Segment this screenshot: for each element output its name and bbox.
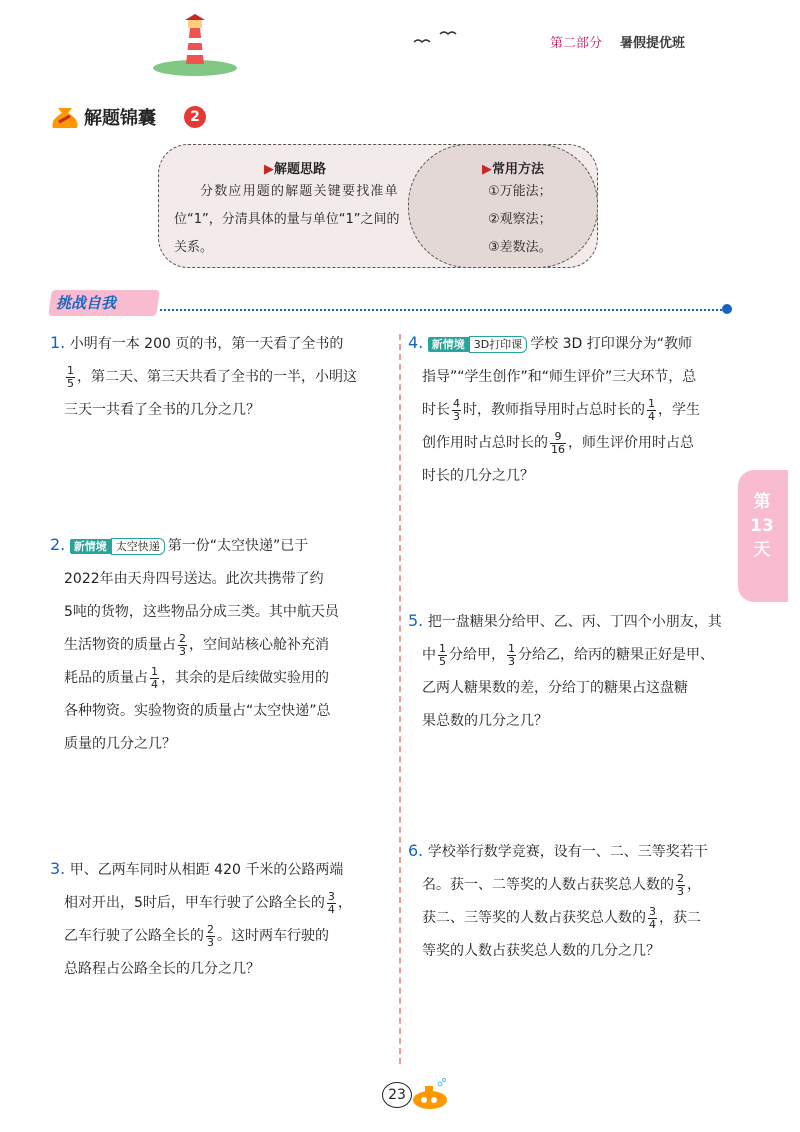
question-text: 相对开出，5时后，甲车行驶了公路全长的 [64, 895, 325, 911]
method-item: ③差数法。 [488, 240, 552, 255]
tips-left-body [174, 178, 436, 262]
header-class-name: 暑假提优班 [620, 36, 686, 51]
fraction: $\frac{1}{5}$ [67, 363, 74, 390]
fraction: $\frac{2}{3}$ [677, 871, 684, 898]
method-item: ①万能法； [488, 184, 552, 199]
question-text: 小明有一本 200 页的书，第一天看了全书的 [69, 336, 344, 352]
question-number: 5. [408, 611, 424, 630]
fraction: $\frac{1}{5}$ [439, 641, 446, 668]
submarine-icon [410, 1078, 450, 1112]
question-text: 甲、乙两车同时从相距 420 千米的公路两端 [69, 862, 344, 878]
question-text: ，其余的是后续做实验用的 [161, 670, 329, 686]
day-side-tab-label: 第13天 [750, 492, 774, 560]
question-number: 3. [50, 859, 66, 878]
question-6 [408, 834, 734, 968]
question-text: 时长的几分之几？ [422, 468, 534, 484]
birds-icon [412, 28, 462, 48]
question-text: 总路程占公路全长的几分之几？ [64, 961, 260, 977]
question-5 [408, 604, 734, 738]
question-text: 。这时两车行驶的 [217, 928, 329, 944]
question-text: 创作用时占总时长的 [422, 435, 548, 451]
fraction: $\frac{9}{16}$ [551, 429, 565, 456]
question-3 [50, 852, 390, 986]
question-text: 时长 [422, 402, 450, 418]
question-text: 等奖的人数占获奖总人数的几分之几？ [422, 943, 660, 959]
question-text: 乙车行驶了公路全长的 [64, 928, 204, 944]
question-text: 分给甲， [449, 647, 505, 663]
question-number: 4. [408, 333, 424, 352]
tips-left-head: ▶解题思路 [264, 162, 327, 177]
dotted-divider-end [722, 304, 732, 314]
question-text: 指导”“学生创作”和“师生评价”三大环节，总 [422, 369, 697, 385]
methods-list [488, 178, 552, 262]
new-context-tag: 新情境 太空快递 [70, 538, 165, 555]
new-context-tag: 新情境 3D打印课 [428, 336, 527, 353]
question-text: 第一份“太空快递”已于 [167, 538, 309, 554]
fraction: $\frac{3}{4}$ [649, 904, 656, 931]
fraction: $\frac{3}{4}$ [327, 889, 335, 916]
question-number: 1. [50, 333, 66, 352]
fraction: $\frac{1}{4}$ [151, 664, 158, 691]
question-text: 5吨的货物，这些物品分成三类。其中航天员 [64, 604, 339, 620]
question-1 [50, 326, 390, 427]
question-text: 三天一共看了全书的几分之几？ [64, 402, 260, 418]
question-text: 各种物资。实验物资的质量占“太空快递”总 [64, 703, 331, 719]
challenge-title: 挑战自我 [56, 294, 117, 312]
question-text: 分给乙，给丙的糖果正好是甲、 [518, 647, 714, 663]
question-2 [50, 528, 390, 761]
fraction: $\frac{1}{4}$ [648, 396, 655, 423]
tips-right-head: ▶常用方法 [482, 162, 545, 177]
question-text: ， [337, 895, 352, 911]
tips-line: 位“1”，分清具体的量与单位“1”之间的 [174, 212, 400, 227]
question-text: ，学生 [658, 402, 700, 418]
question-text: 获二、三等奖的人数占获奖总人数的 [422, 910, 646, 926]
question-text: ，空间站核心舱补充消 [189, 637, 329, 653]
question-number: 2. [50, 535, 66, 554]
question-text: 生活物资的质量占 [64, 637, 176, 653]
page-number: 23 [382, 1082, 412, 1108]
question-text: ，师生评价用时占总 [568, 435, 694, 451]
question-text: 中 [422, 647, 436, 663]
header-part: 第二部分 [550, 36, 603, 51]
question-text: 乙两人糖果数的差，分给丁的糖果占这盘糖 [422, 680, 688, 696]
tips-line: 分数应用题的解题关键要找准单 [200, 184, 399, 199]
question-text: 果总数的几分之几？ [422, 713, 548, 729]
question-text: 学校举行数学竞赛，设有一、二、三等奖若干 [427, 844, 708, 860]
question-text: 质量的几分之几？ [64, 736, 176, 752]
question-text: 名。获一、二等奖的人数占获奖总人数的 [422, 877, 674, 893]
question-number: 6. [408, 841, 424, 860]
question-text: 2022年由天舟四号送达。此次共携带了约 [64, 571, 324, 587]
question-text: ，获二 [659, 910, 701, 926]
question-text: ，第二天、第三天共看了全书的一半，小明这 [77, 369, 357, 385]
question-text: 时，教师指导用时占总时长的 [463, 402, 645, 418]
question-4 [408, 326, 734, 493]
money-bag-icon [48, 98, 82, 132]
tips-line: 关系。 [174, 240, 214, 255]
dotted-divider [160, 309, 726, 311]
question-text: ， [687, 877, 701, 893]
method-item: ②观察法； [488, 212, 552, 227]
column-divider [399, 334, 401, 1064]
question-text: 把一盘糖果分给甲、乙、丙、丁四个小朋友，其 [427, 614, 722, 630]
fraction: $\frac{1}{3}$ [508, 641, 515, 668]
section-title-number: 2 [184, 106, 206, 128]
fraction: $\frac{2}{3}$ [179, 631, 186, 658]
lighthouse-icon [150, 14, 240, 76]
fraction: $\frac{2}{3}$ [207, 922, 214, 949]
question-text: 学校 3D 打印课分为“教师 [530, 336, 693, 352]
fraction: $\frac{4}{3}$ [453, 396, 460, 423]
section-title: 解题锦囊 [84, 108, 156, 129]
question-text: 耗品的质量占 [64, 670, 148, 686]
